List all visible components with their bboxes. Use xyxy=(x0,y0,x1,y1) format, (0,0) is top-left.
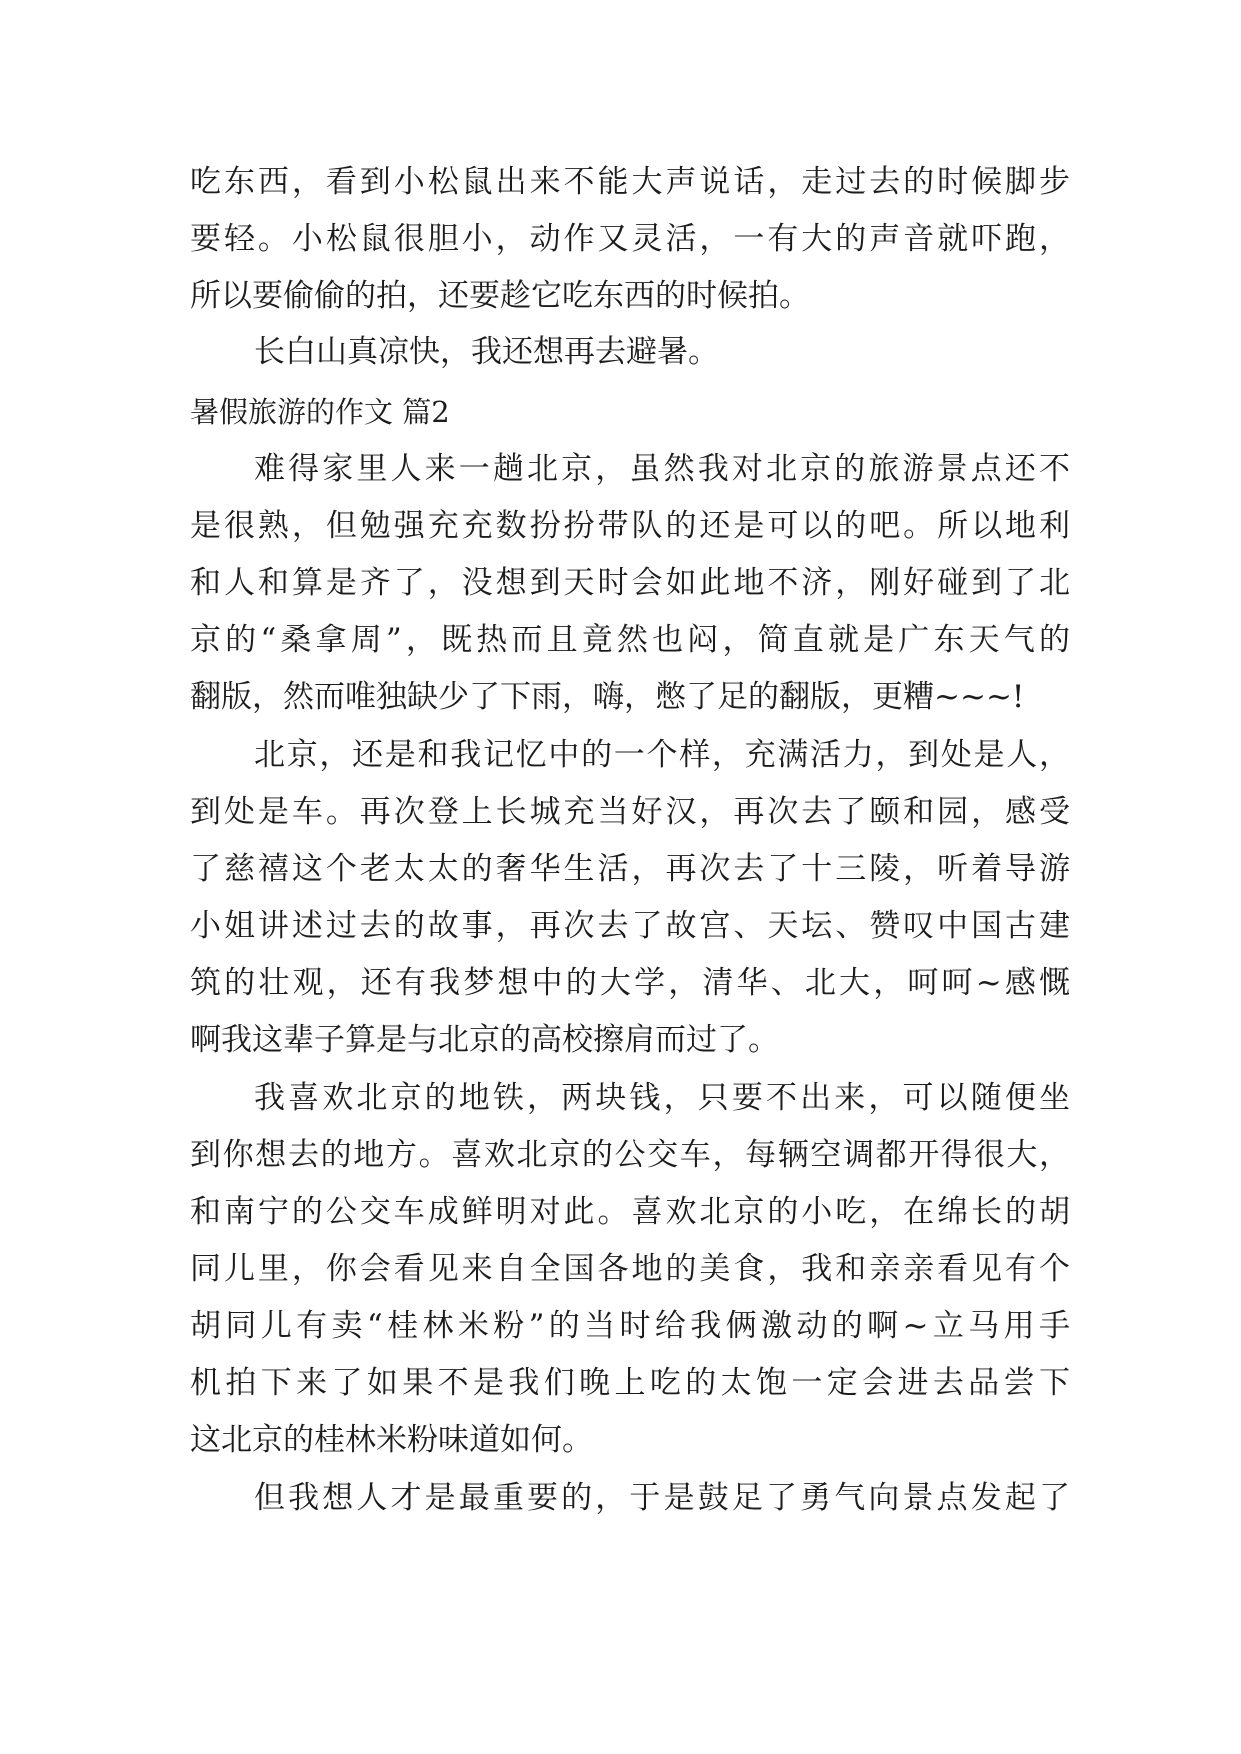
text-line: 北京，还是和我记忆中的一个样，充满活力，到处是人， xyxy=(254,737,1070,773)
text-line: 了慈禧这个老太太的奢华生活，再次去了十三陵，听着导游 xyxy=(190,851,1070,887)
text-line: 所以要偷偷的拍，还要趁它吃东西的时候拍。 xyxy=(190,278,810,314)
text-line: 筑的壮观，还有我梦想中的大学，清华、北大，呵呵~感慨 xyxy=(190,965,1070,1001)
text-line: 翻版，然而唯独缺少了下雨，嗨，憋了足的翻版，更糟~~~! xyxy=(190,679,1025,715)
text-line: 小姐讲述过去的故事，再次去了故宫、天坛、赞叹中国古建 xyxy=(190,908,1070,944)
text-line: 啊我这辈子算是与北京的高校擦肩而过了。 xyxy=(190,1022,779,1058)
text-line: 这北京的桂林米粉味道如何。 xyxy=(190,1422,593,1458)
text-line: 是很熟，但勉强充充数扮扮带队的还是可以的吧。所以地利 xyxy=(190,508,1070,544)
text-line: 京的“桑拿周”，既热而且竟然也闷，简直就是广东天气的 xyxy=(190,622,1070,658)
text-line: 胡同儿有卖“桂林米粉”的当时给我俩激动的啊~立马用手 xyxy=(190,1308,1070,1344)
section-heading: 暑假旅游的作文 篇2 xyxy=(190,395,450,429)
text-line: 但我想人才是最重要的，于是鼓足了勇气向景点发起了 xyxy=(254,1480,1070,1516)
text-line: 同儿里，你会看见来自全国各地的美食，我和亲亲看见有个 xyxy=(190,1251,1070,1287)
text-line: 和南宁的公交车成鲜明对此。喜欢北京的小吃，在绵长的胡 xyxy=(190,1194,1070,1230)
text-line: 到处是车。再次登上长城充当好汉，再次去了颐和园，感受 xyxy=(190,794,1070,830)
text-line: 吃东西，看到小松鼠出来不能大声说话，走过去的时候脚步 xyxy=(190,164,1070,200)
text-line: 机拍下来了如果不是我们晚上吃的太饱一定会进去品尝下 xyxy=(190,1365,1070,1401)
text-line: 难得家里人来一趟北京，虽然我对北京的旅游景点还不 xyxy=(254,451,1070,487)
text-line: 和人和算是齐了，没想到天时会如此地不济，刚好碰到了北 xyxy=(190,565,1070,601)
text-line: 我喜欢北京的地铁，两块钱，只要不出来，可以随便坐 xyxy=(254,1080,1070,1116)
text-line: 要轻。小松鼠很胆小，动作又灵活，一有大的声音就吓跑， xyxy=(190,221,1070,257)
text-line: 长白山真凉快，我还想再去避暑。 xyxy=(254,334,719,370)
text-line: 到你想去的地方。喜欢北京的公交车，每辆空调都开得很大， xyxy=(190,1137,1070,1173)
